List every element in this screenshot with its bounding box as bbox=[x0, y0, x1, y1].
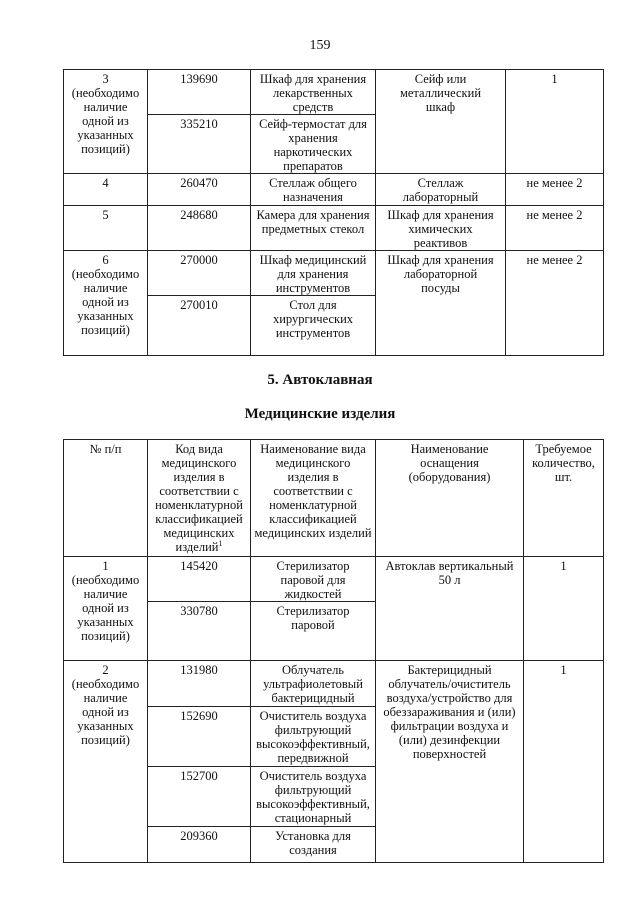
code-cell: 139690 bbox=[148, 70, 251, 115]
section-subtitle: Медицинские изделия bbox=[244, 406, 396, 422]
code-cell: 131980 bbox=[148, 661, 251, 707]
table-header-row bbox=[64, 440, 604, 557]
device-name-cell: Установка для создания bbox=[251, 827, 376, 863]
table-row bbox=[64, 251, 604, 296]
device-name-cell: Облучатель ультрафиолетовый бактерицидный bbox=[251, 661, 376, 707]
code-cell: 270010 bbox=[148, 296, 251, 356]
code-cell: 248680 bbox=[148, 206, 251, 251]
equipment-name-cell: Стеллаж лабораторный bbox=[376, 174, 506, 206]
code-cell: 209360 bbox=[148, 827, 251, 863]
equipment-name-cell: Автоклав вертикальный 50 л bbox=[376, 557, 524, 661]
quantity-cell: 1 bbox=[524, 661, 604, 863]
position-number-cell: 5 bbox=[64, 206, 148, 251]
header-code: Код вида медицинского изделия в соответствии с номенклатурной классификацией медицинских изделий$^1$ bbox=[148, 440, 251, 557]
table-row bbox=[64, 70, 604, 115]
quantity-cell: не менее 2 bbox=[506, 174, 604, 206]
code-cell: 145420 bbox=[148, 557, 251, 602]
quantity-cell: не менее 2 bbox=[506, 251, 604, 356]
device-name-cell: Стеллаж общего назначения bbox=[251, 174, 376, 206]
code-cell: 152690 bbox=[148, 707, 251, 767]
equipment-name-cell: Шкаф для хранения лабораторной посуды bbox=[376, 251, 506, 356]
device-name-cell: Камера для хранения предметных стекол bbox=[251, 206, 376, 251]
position-number-cell: 1 (необходимо наличие одной из указанных позиций) bbox=[64, 557, 148, 661]
device-name-cell: Стерилизатор паровой для жидкостей bbox=[251, 557, 376, 602]
code-cell: 260470 bbox=[148, 174, 251, 206]
position-number-cell: 6 (необходимо наличие одной из указанных позиций) bbox=[64, 251, 148, 356]
section-title: 5. Автоклавная bbox=[267, 372, 373, 388]
footnote-marker: 1 bbox=[218, 538, 223, 548]
medical-devices-table bbox=[63, 439, 604, 863]
equipment-name-cell: Бактерицидный облучатель/очиститель воздуха/устройство для обеззараживания и (или) фильтрации воздуха и (или) дезинфекции поверхностей bbox=[376, 661, 524, 863]
code-cell: 330780 bbox=[148, 602, 251, 661]
storage-equipment-table bbox=[63, 69, 604, 356]
code-cell: 270000 bbox=[148, 251, 251, 296]
header-equipment: Наименование оснащения (оборудования) bbox=[376, 440, 524, 557]
table-row bbox=[64, 557, 604, 602]
device-name-cell: Сейф-термостат для хранения наркотических препаратов bbox=[251, 115, 376, 174]
position-number-cell: 3 (необходимо наличие одной из указанных позиций) bbox=[64, 70, 148, 174]
quantity-cell: 1 bbox=[524, 557, 604, 661]
header-quantity: Требуемое количество, шт. bbox=[524, 440, 604, 557]
quantity-cell: не менее 2 bbox=[506, 206, 604, 251]
code-cell: 152700 bbox=[148, 767, 251, 827]
quantity-cell: 1 bbox=[506, 70, 604, 174]
page-number: 159 bbox=[309, 38, 331, 53]
device-name-cell: Стол для хирургических инструментов bbox=[251, 296, 376, 356]
code-cell: 335210 bbox=[148, 115, 251, 174]
device-name-cell: Очиститель воздуха фильтрующий высокоэффективный, передвижной bbox=[251, 707, 376, 767]
equipment-name-cell: Сейф или металлический шкаф bbox=[376, 70, 506, 174]
device-name-cell: Шкаф для хранения лекарственных средств bbox=[251, 70, 376, 115]
header-device-name: Наименование вида медицинского изделия в соответствии с номенклатурной классификацией медицинских изделий bbox=[251, 440, 376, 557]
table-row bbox=[64, 661, 604, 707]
position-number-cell: 2 (необходимо наличие одной из указанных позиций) bbox=[64, 661, 148, 863]
header-number: № п/п bbox=[64, 440, 148, 557]
position-number-cell: 4 bbox=[64, 174, 148, 206]
table-row bbox=[64, 206, 604, 251]
device-name-cell: Стерилизатор паровой bbox=[251, 602, 376, 661]
equipment-name-cell: Шкаф для хранения химических реактивов bbox=[376, 206, 506, 251]
device-name-cell: Шкаф медицинский для хранения инструментов bbox=[251, 251, 376, 296]
device-name-cell: Очиститель воздуха фильтрующий высокоэффективный, стационарный bbox=[251, 767, 376, 827]
table-row bbox=[64, 174, 604, 206]
